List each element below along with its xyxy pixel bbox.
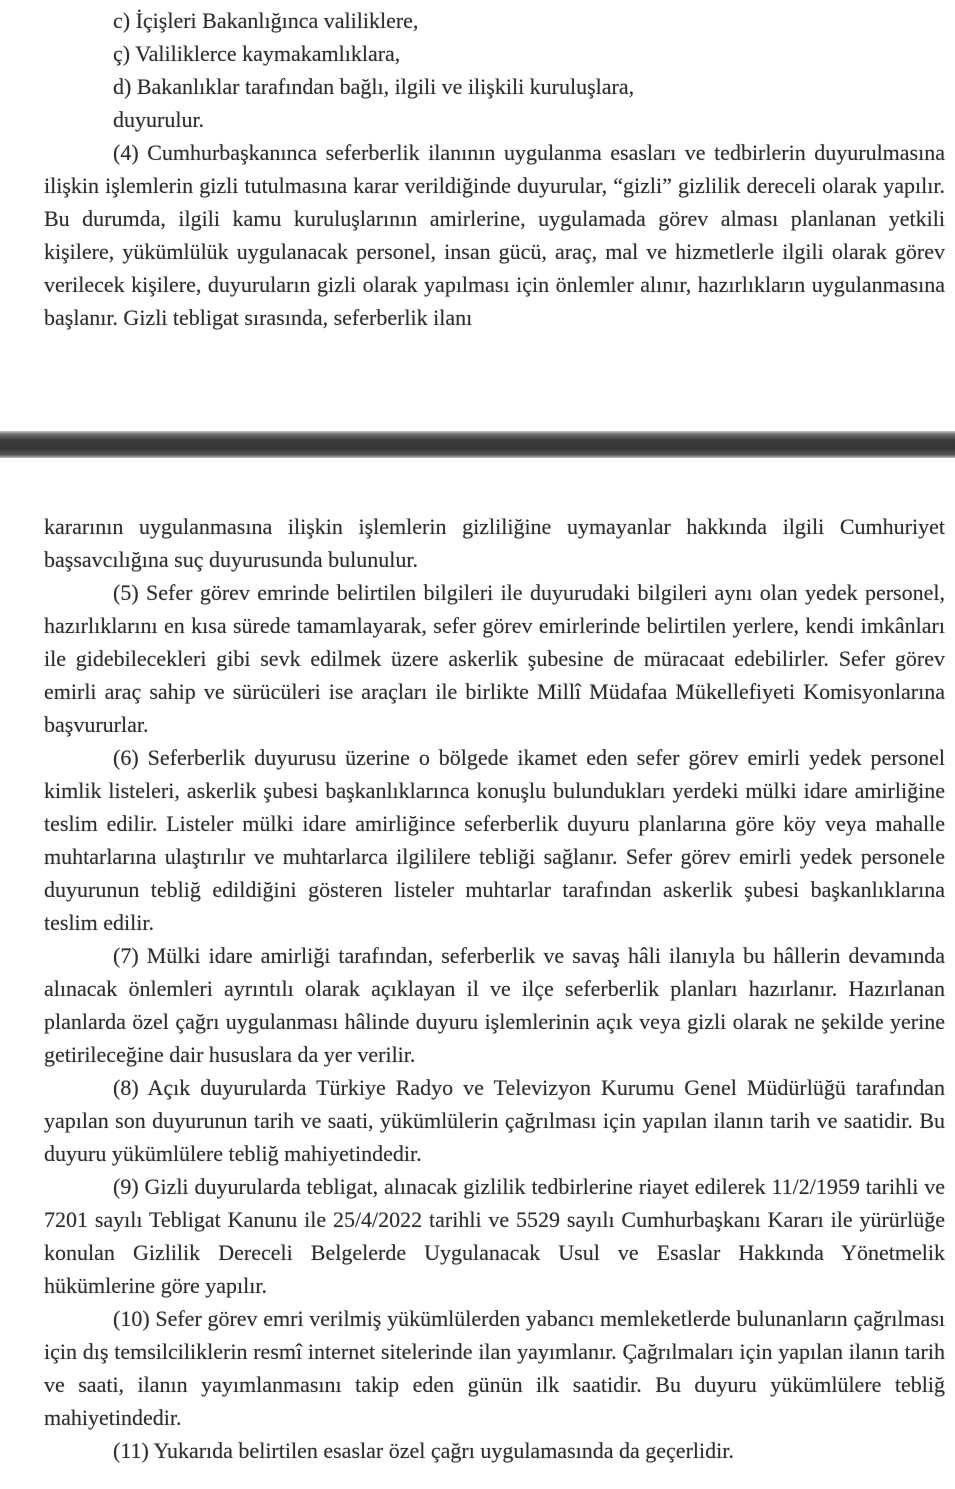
paragraph-8: (8) Açık duyurularda Türkiye Radyo ve Televizyon Kurumu Genel Müdürlüğü tarafından yapılan son duyurunun tarih ve saati, yükümlülerin çağrılması için yapılan ilanın tarih ve saatidir. Bu duyuru yükümlülere tebliğ mahiyetindedir. (44, 1075, 945, 1166)
list-item-d: d) Bakanlıklar tarafından bağlı, ilgili ve ilişkili kuruluşlara, (113, 74, 635, 99)
paragraph-6: (6) Seferberlik duyurusu üzerine o bölgede ikamet eden sefer görev emirli yedek personel kimlik listeleri, askerlik şubesi başkanlıklarınca konuşlu bulundukları yerdeki mülki idare amirliğine teslim edilir. Listeler mülki idare amirliğince seferberlik duyuru planlarına göre köy veya mahalle muhtarlarına ulaştırılır ve muhtarlarca ilgililere tebliği sağlanır. Sefer görev emirli yedek personele duyurunun tebliğ edildiğini gösteren listeler muhtarlar tarafından askerlik şubesi başkanlıklarına teslim edilir. (44, 745, 945, 935)
document-content (44, 0, 945, 1467)
paragraph-11: (11) Yukarıda belirtilen esaslar özel çağrı uygulamasında da geçerlidir. (113, 1438, 734, 1463)
paragraph-4-continuation: kararının uygulanmasına ilişkin işlemlerin gizliliğine uymayanlar hakkında ilgili Cumhuriyet başsavcılığına suç duyurusunda bulunulur. (44, 514, 945, 572)
list-item-duyurulur: duyurulur. (113, 107, 205, 132)
redaction-bar (0, 431, 955, 458)
paragraph-4: (4) Cumhurbaşkanınca seferberlik ilanının uygulanma esasları ve tedbirlerin duyurulmasına ilişkin işlemlerin gizli tutulmasına karar verildiğinde duyurular, “gizli” gizlilik dereceli olarak yapılır. Bu durumda, ilgili kamu kuruluşlarının amirlerine, uygulamada görev alması planlanan yetkili kişilere, yükümlülük uygulanacak personel, insan gücü, araç, mal ve hizmetlerle ilgili olarak görev verilecek kişilere, duyuruların gizli olarak yapılması için önlemler alınır, hazırlıkların uygulanmasına başlanır. Gizli tebligat sırasında, seferberlik ilanı (44, 140, 945, 330)
paragraph-10: (10) Sefer görev emri verilmiş yükümlülerden yabancı memleketlerde bulunanların çağrılması için dış temsilciliklerin resmî internet sitelerinde ilan yayımlanır. Çağrılmaları için yapılan ilanın tarih ve saati, ilanın yayımlanmasını takip eden günün ilk saatidir. Bu duyuru yükümlülere tebliğ mahiyetindedir. (44, 1306, 945, 1430)
paragraph-7: (7) Mülki idare amirliği tarafından, seferberlik ve savaş hâli ilanıyla bu hâllerin devamında alınacak önlemleri ayrıntılı olarak açıklayan il ve ilçe seferberlik planları hazırlanır. Hazırlanan planlarda özel çağrı uygulanması hâlinde duyuru işlemlerinin açık veya gizli olarak ne şekilde yerine getirileceğine dair hususlara da yer verilir. (44, 943, 945, 1067)
paragraph-9: (9) Gizli duyurularda tebligat, alınacak gizlilik tedbirlerine riayet edilerek 11/2/1959 tarihli ve 7201 sayılı Tebligat Kanunu ile 25/4/2022 tarihli ve 5529 sayılı Cumhurbaşkanı Kararı ile yürürlüğe konulan Gizlilik Dereceli Belgelerde Uygulanacak Usul ve Esaslar Hakkında Yönetmelik hükümlerine göre yapılır. (44, 1174, 945, 1298)
list-item-c: c) İçişleri Bakanlığınca valiliklere, (113, 8, 419, 33)
paragraph-5: (5) Sefer görev emrinde belirtilen bilgileri ile duyurudaki bilgileri aynı olan yedek personel, hazırlıklarını en kısa sürede tamamlayarak, sefer görev emirlerinde belirtilen yerlere, kendi imkânları ile gidebilecekleri gibi sevk edilmek üzere askerlik şubesine de müracaat edebilirler. Sefer görev emirli araç sahip ve sürücüleri ise araçları ile birlikte Millî Müdafaa Mükellefiyeti Komisyonlarına başvururlar. (44, 580, 945, 737)
list-item-cc: ç) Valiliklerce kaymakamlıklara, (113, 41, 401, 66)
redacted-gap-bottom (44, 458, 945, 510)
redacted-gap-top (44, 334, 945, 431)
